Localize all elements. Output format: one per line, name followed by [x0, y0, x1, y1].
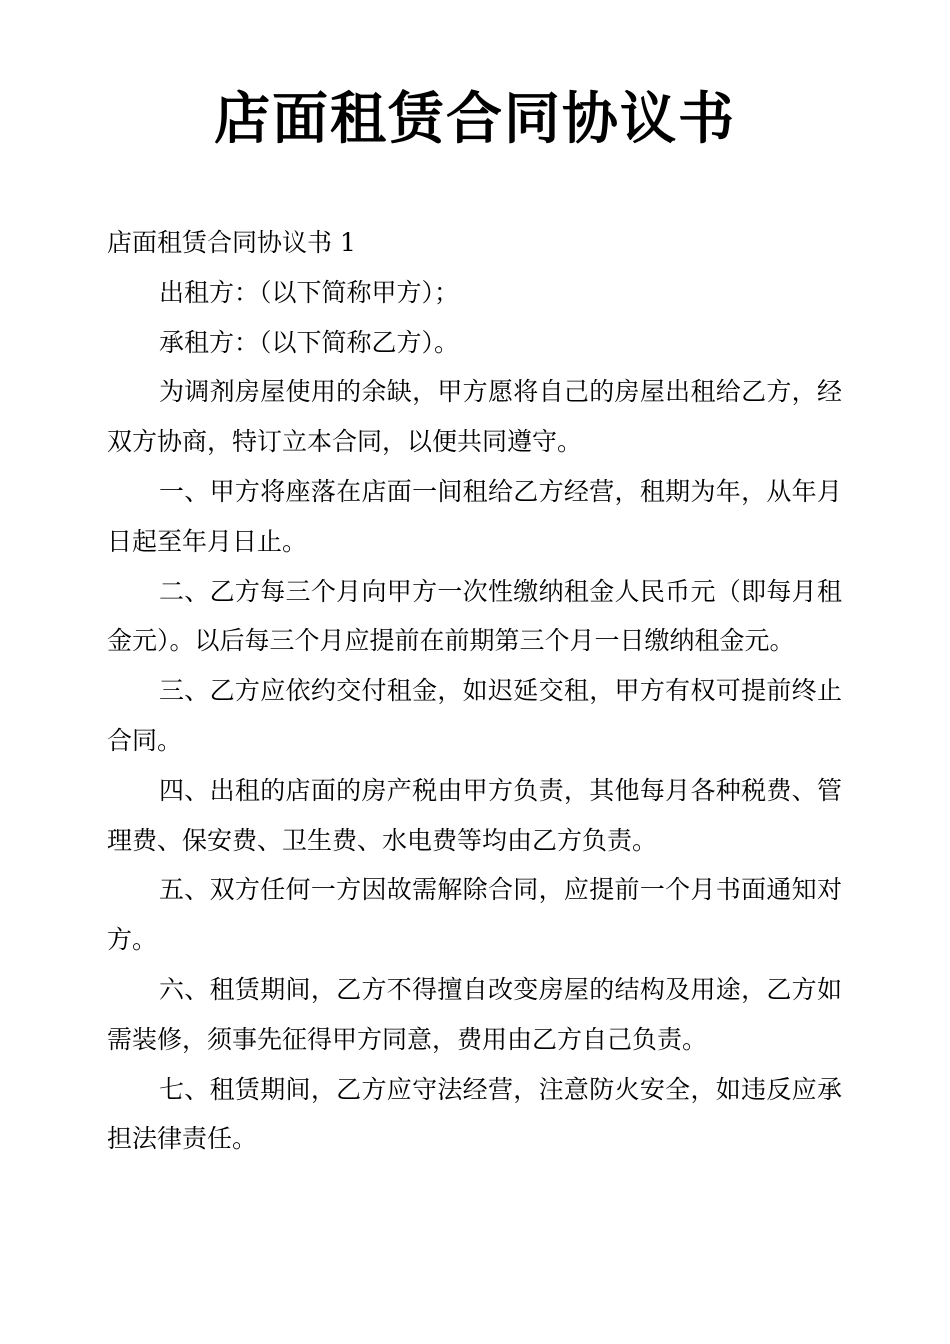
- clause-7: 七、租赁期间，乙方应守法经营，注意防火安全，如违反应承担法律责任。: [107, 1074, 842, 1154]
- clause-4: 四、出租的店面的房产税由甲方负责，其他每月各种税费、管理费、保安费、卫生费、水电费等均由乙方负责。: [107, 775, 842, 855]
- clause-5: 五、双方任何一方因故需解除合同，应提前一个月书面通知对方。: [107, 875, 842, 955]
- party-a-line: 出租方：（以下简称甲方）；: [159, 277, 460, 307]
- document-body: [107, 218, 842, 1164]
- party-b-line: 承租方：（以下简称乙方）。: [159, 327, 460, 357]
- document-title: 店面租赁合同协议书: [214, 87, 736, 152]
- document-subtitle: 店面租赁合同协议书 1: [107, 228, 356, 257]
- clause-1: 一、甲方将座落在店面一间租给乙方经营，租期为年，从年月日起至年月日止。: [107, 476, 842, 556]
- clause-2: 二、乙方每三个月向甲方一次性缴纳租金人民币元（即每月租金元）。以后每三个月应提前在前期第三个月一日缴纳租金元。: [107, 576, 842, 656]
- preamble-paragraph: 为调剂房屋使用的余缺，甲方愿将自己的房屋出租给乙方，经双方协商，特订立本合同，以便共同遵守。: [107, 377, 842, 457]
- clause-6: 六、租赁期间，乙方不得擅自改变房屋的结构及用途，乙方如需装修，须事先征得甲方同意，费用由乙方自己负责。: [107, 974, 842, 1054]
- clause-3: 三、乙方应依约交付租金，如迟延交租，甲方有权可提前终止合同。: [107, 676, 842, 755]
